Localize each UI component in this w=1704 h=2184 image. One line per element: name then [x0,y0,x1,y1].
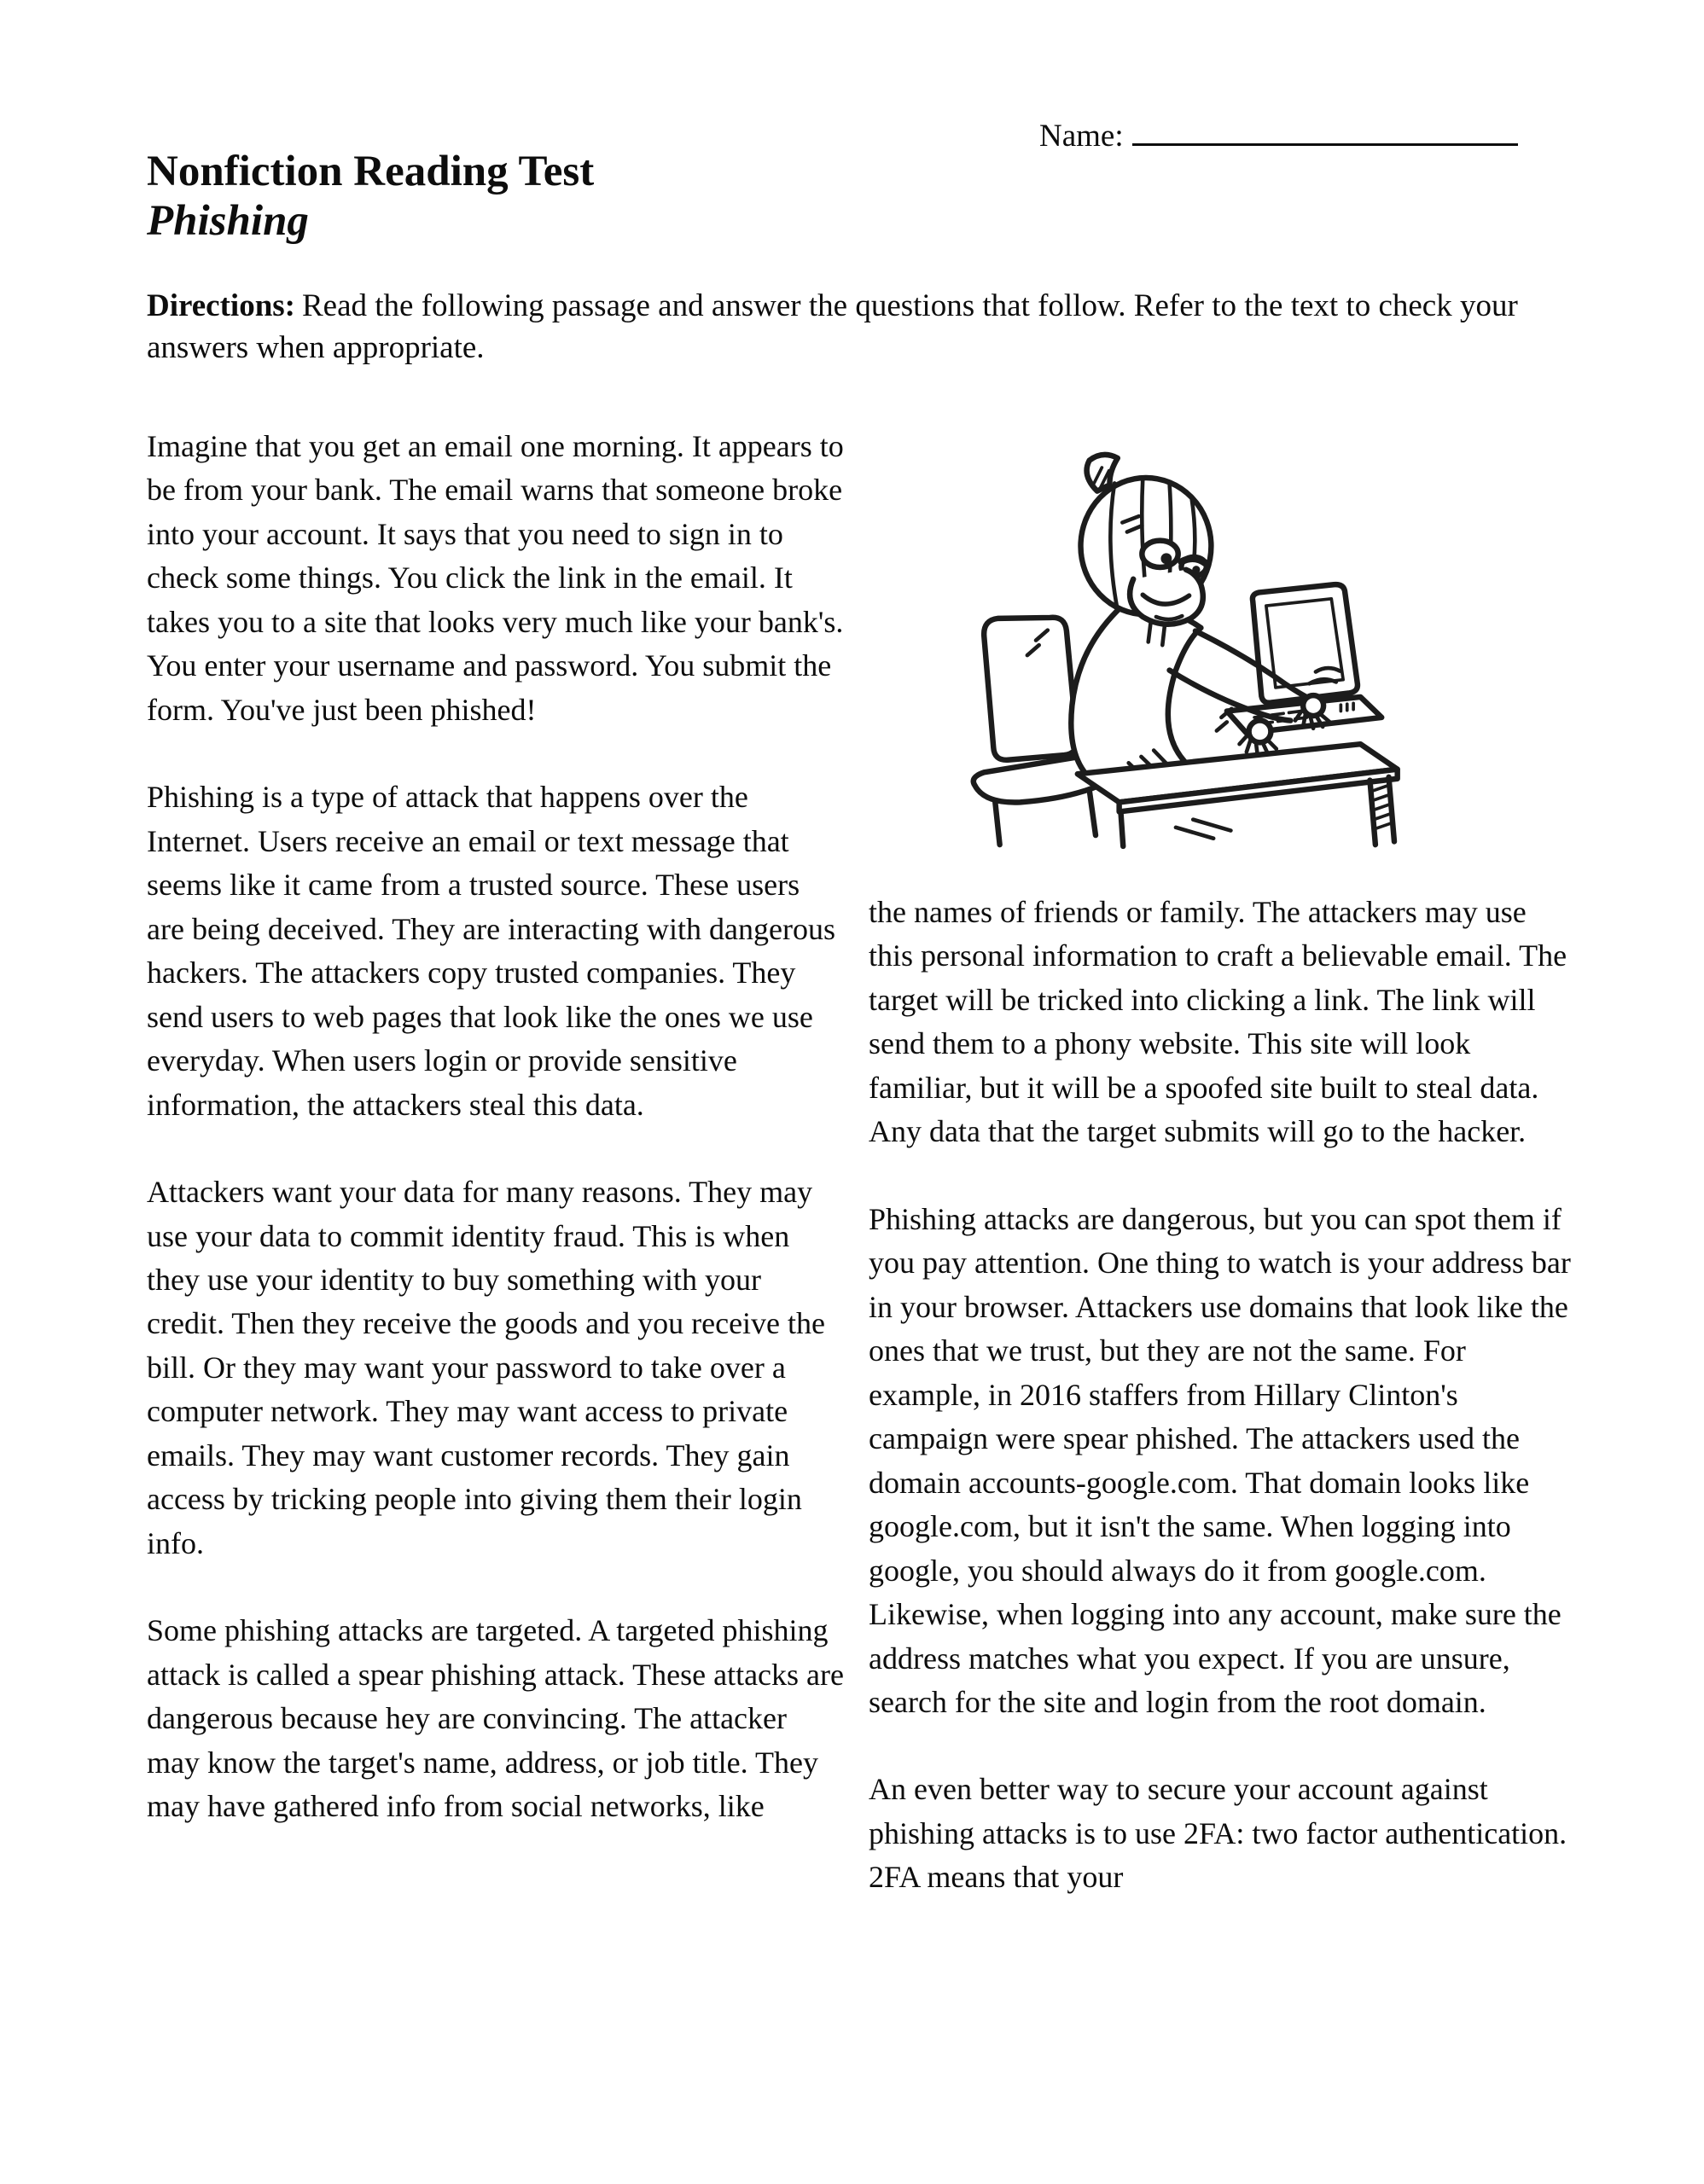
passage-paragraph-1: Imagine that you get an email one morning. It appears to be from your bank. The email warns that someone broke into your account. It says that you need to sign in to check some things. You click the link in the email. It takes you to a site that looks very much like your bank's. You enter your username and password. You submit the form. You've just been phished! [147,429,844,727]
page-title: Nonfiction Reading Test [147,148,595,195]
hacker-illustration [916,416,1514,877]
name-blank-line [1132,109,1518,146]
directions-label: Directions: [147,288,295,323]
directions-text: Read the following passage and answer the questions that follow. Refer to the text to check your answers when appropriate. [147,288,1518,366]
page-subtitle: Phishing [147,197,309,246]
directions [147,285,1538,369]
passage-paragraph-6: Phishing attacks are dangerous, but you can spot them if you pay attention. One thing to watch is your address bar in your browser. Attackers use domains that look like the ones that we trust, but they are not the same. For example, in 2016 staffers from Hillary Clinton's campaign were spear phished. The attackers used the domain accounts-google.com. That domain looks like google.com, but it isn't the same. When logging into google, you should always do it from google.com. Likewise, when logging into any account, make sure the address matches what you expect. If you are unsure, search for the site and login from the root domain. [869,1201,1571,1719]
passage-paragraph-4: Some phishing attacks are targeted. A targeted phishing attack is called a spear phishing attack. These attacks are dangerous because hey are convincing. The attacker may know the target's name, address, or job title. They may have gathered info from social networks, like [147,1613,844,1824]
passage-left-column [147,425,845,1873]
passage-paragraph-3: Attackers want your data for many reasons. They may use your data to commit identity fraud. This is when they use your identity to buy something with your credit. Then they receive the goods and you receive the bill. Or they may want your password to take over a computer network. They may want access to private emails. They may want customer records. They gain access by tricking people into giving them their login info. [147,1175,826,1560]
passage-right-column [869,416,1572,1943]
name-label: Name: [1039,119,1124,154]
title-block [147,147,594,246]
passage-paragraph-5: the names of friends or family. The attackers may use this personal information to craft a believable email. The target will be tricked into clicking a link. The link will send them to a phony website. This site will look familiar, but it will be a spoofed site built to steal data. Any data that the target submits will go to the hacker. [869,895,1567,1149]
name-row [1039,109,1518,154]
masked-hacker-typing-on-laptop-sketch [916,416,1514,877]
balaclava-head-sketch [1081,455,1212,624]
passage-paragraph-2: Phishing is a type of attack that happens over the Internet. Users receive an email or text message that seems like it came from a trusted source. These users are being deceived. They are interacting with dangerous hackers. The attackers copy trusted companies. They send users to web pages that look like the ones we use everyday. When users login or provide sensitive information, the attackers steal this data. [147,780,835,1122]
passage-paragraph-7: An even better way to secure your account against phishing attacks is to use 2FA: two factor authentication. 2FA means that your [869,1772,1567,1895]
